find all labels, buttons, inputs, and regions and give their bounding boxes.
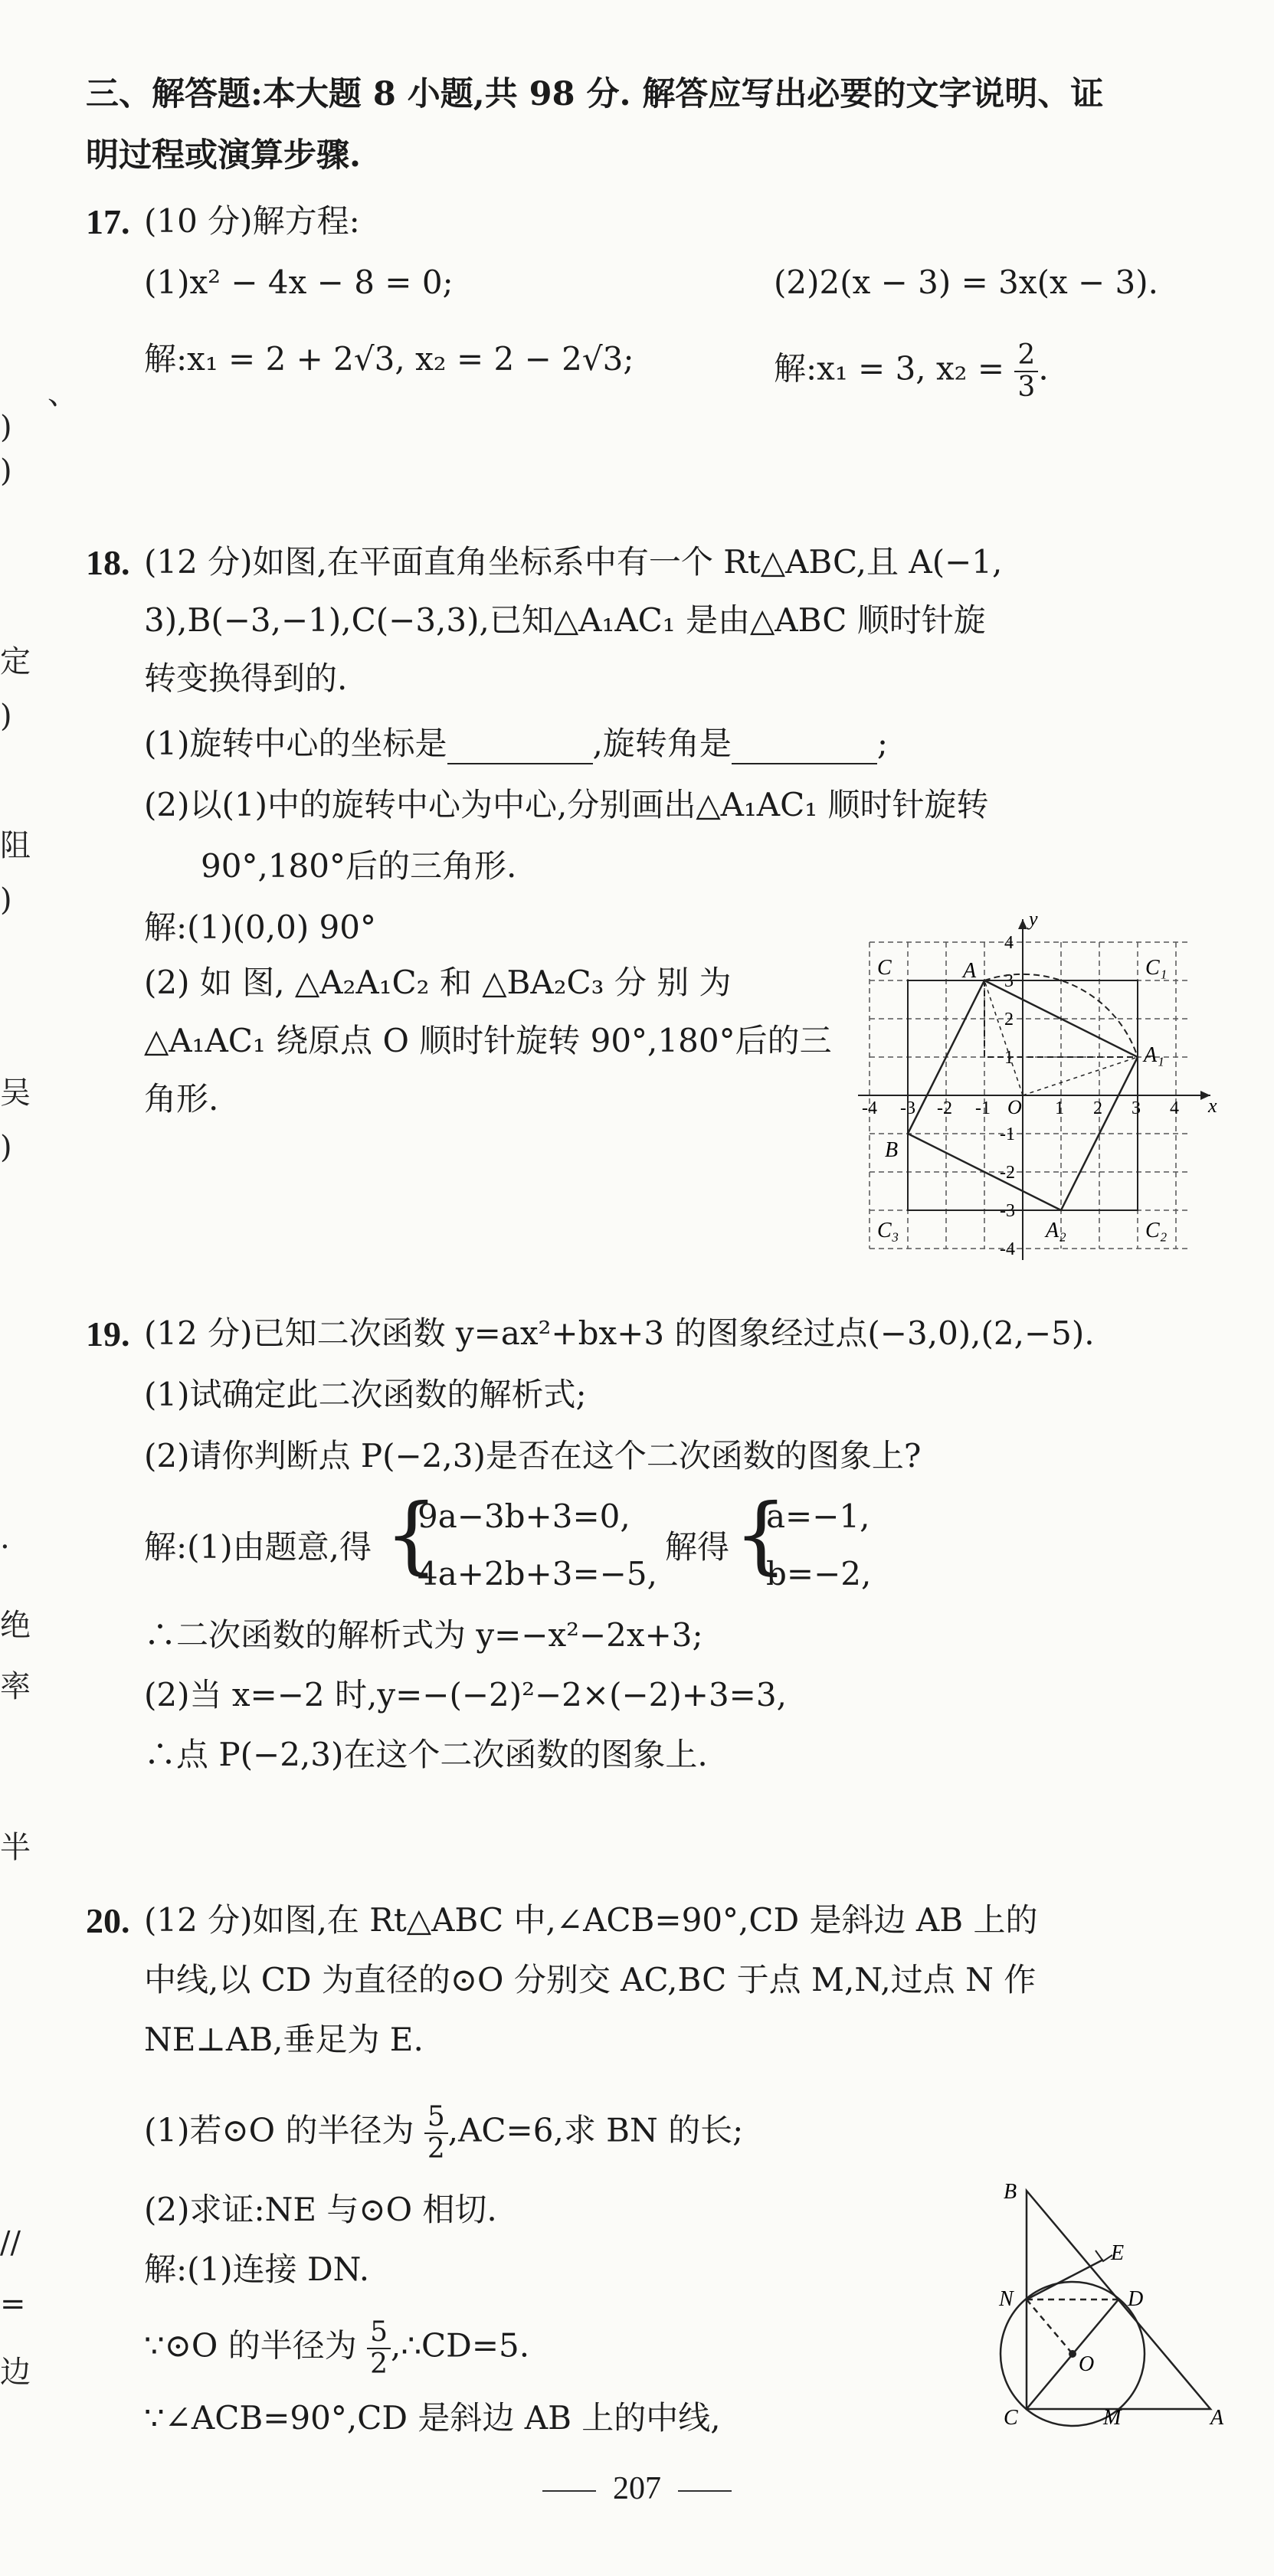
origin-label: O bbox=[1007, 1096, 1022, 1118]
part-2: (2)2(x − 3) = 3x(x − 3). bbox=[774, 263, 1159, 301]
answer-line: ∵∠ACB=90°,CD 是斜边 AB 上的中线, bbox=[144, 2399, 721, 2437]
y-tick: -3 bbox=[1000, 1201, 1015, 1221]
system-1-eq-1: 9a−3b+3=0, bbox=[418, 1497, 630, 1535]
x-tick: 1 bbox=[1055, 1098, 1064, 1118]
question-number: 19. bbox=[86, 1314, 130, 1353]
label-O: O bbox=[1079, 2352, 1095, 2376]
y-tick: -4 bbox=[1000, 1239, 1015, 1259]
system-brace: { bbox=[385, 1485, 438, 1583]
stem-line: (12 分)如图,在平面直角坐标系中有一个 Rt△ABC,且 A(−1, bbox=[144, 543, 1003, 581]
point-label-A: A bbox=[963, 959, 977, 983]
point-label-A1: A₁ bbox=[1144, 1043, 1164, 1067]
label-M: M bbox=[1103, 2406, 1122, 2428]
margin-fragment: ) bbox=[0, 699, 12, 734]
answer-mid: 解得 bbox=[665, 1528, 730, 1566]
point-label-C1: C₁ bbox=[1145, 956, 1168, 980]
right-angle-mark bbox=[1096, 2250, 1112, 2261]
triangle-circle-figure bbox=[988, 2175, 1233, 2428]
answer-line: 解:(1)连接 DN. bbox=[144, 2250, 370, 2288]
x-tick: 2 bbox=[1093, 1098, 1102, 1118]
stem-line: 3),B(−3,−1),C(−3,3),已知△A₁AC₁ 是由△ABC 顺时针旋 bbox=[144, 601, 986, 639]
answer-line: (2)当 x=−2 时,y=−(−2)²−2×(−2)+3=3, bbox=[144, 1676, 787, 1714]
question-number: 20. bbox=[86, 1901, 130, 1940]
y-tick: 2 bbox=[1004, 1010, 1014, 1029]
y-axis-arrow bbox=[1018, 919, 1027, 929]
margin-fragment: 绝 bbox=[0, 1608, 31, 1643]
section-heading-line1: 三、解答题:本大题 8 小题,共 98 分. 解答应写出必要的文字说明、证 bbox=[86, 75, 1104, 113]
fraction: $\frac{2}{3}$ bbox=[1014, 340, 1038, 402]
label-B: B bbox=[1004, 2180, 1017, 2204]
stem-line: 中线,以 CD 为直径的⊙O 分别交 AC,BC 于点 M,N,过点 N 作 bbox=[144, 1961, 1037, 1998]
answer-line: ∴二次函数的解析式为 y=−x²−2x+3; bbox=[144, 1616, 703, 1654]
part-1: (1)试确定此二次函数的解析式; bbox=[144, 1376, 587, 1413]
stem-line: (12 分)如图,在 Rt△ABC 中,∠ACB=90°,CD 是斜边 AB 上的 bbox=[144, 1901, 1038, 1939]
page-footer bbox=[0, 2470, 1274, 2507]
margin-fragment: 定 bbox=[0, 644, 31, 679]
part-2: (2)求证:NE 与⊙O 相切. bbox=[144, 2191, 497, 2228]
margin-fragment: 阻 bbox=[0, 828, 31, 863]
part-1: (1)旋转中心的坐标是 ,旋转角是 ; bbox=[144, 725, 888, 764]
answer-2-line1: (2) 如 图, △A₂A₁C₂ 和 △BA₂C₃ 分 别 为 bbox=[144, 964, 732, 1001]
system-2-eq-2: b=−2, bbox=[766, 1555, 872, 1592]
y-tick: 4 bbox=[1004, 933, 1014, 953]
y-tick: 1 bbox=[1004, 1048, 1014, 1068]
page-number: 207 bbox=[613, 2471, 661, 2506]
x-tick: -2 bbox=[937, 1098, 952, 1118]
answer-1: 解:(1)(0,0) 90° bbox=[144, 908, 377, 946]
system-2-eq-1: a=−1, bbox=[766, 1497, 870, 1535]
margin-fragment: ) bbox=[0, 410, 12, 445]
margin-fragment: ) bbox=[0, 1130, 12, 1165]
x-tick: -3 bbox=[900, 1098, 915, 1118]
x-tick: 3 bbox=[1132, 1098, 1141, 1118]
part-2-line2: 90°,180°后的三角形. bbox=[201, 847, 517, 885]
margin-fragment: 边 bbox=[0, 2355, 31, 2390]
y-axis-label: y bbox=[1029, 912, 1038, 930]
answer-blank bbox=[447, 725, 593, 764]
label-A: A bbox=[1210, 2406, 1224, 2428]
margin-fragment: 率 bbox=[0, 1669, 31, 1704]
answer-2-line3: 角形. bbox=[144, 1080, 219, 1118]
question-stem: (10 分)解方程: bbox=[144, 202, 360, 240]
margin-fragment: ) bbox=[0, 453, 12, 489]
fraction: $\frac{5}{2}$ bbox=[424, 2102, 448, 2164]
margin-fragment: ) bbox=[0, 882, 12, 918]
fraction: $\frac{5}{2}$ bbox=[367, 2317, 391, 2379]
part-2-line1: (2)以(1)中的旋转中心为中心,分别画出△A₁AC₁ 顺时针旋转 bbox=[144, 786, 989, 823]
x-tick: -4 bbox=[862, 1098, 877, 1118]
point-label-C2: C₂ bbox=[1145, 1219, 1168, 1242]
y-tick: -1 bbox=[1000, 1124, 1015, 1144]
answer-2: 解:x₁ = 3, x₂ = $\frac{2}{3}$ . bbox=[774, 339, 1049, 403]
answer-1: 解:x₁ = 2 + 2√3, x₂ = 2 − 2√3; bbox=[144, 340, 634, 378]
margin-fragment: 半 bbox=[0, 1830, 31, 1865]
answer-2-line2: △A₁AC₁ 绕原点 O 顺时针旋转 90°,180°后的三 bbox=[144, 1022, 832, 1059]
margin-fragment: 、 bbox=[47, 376, 78, 411]
line-no bbox=[1027, 2299, 1073, 2354]
part-1: (1)若⊙O 的半径为 $\frac{5}{2}$ ,AC=6,求 BN 的长; bbox=[144, 2101, 744, 2165]
label-N: N bbox=[999, 2287, 1014, 2311]
answer-prefix: 解:(1)由题意,得 bbox=[144, 1528, 372, 1566]
system-1-eq-2: 4a+2b+3=−5, bbox=[418, 1555, 657, 1592]
y-tick: -2 bbox=[1000, 1163, 1015, 1183]
line-ne bbox=[1027, 2260, 1103, 2299]
point-label-B: B bbox=[885, 1138, 899, 1162]
label-E: E bbox=[1111, 2241, 1125, 2265]
rotation-figure bbox=[854, 912, 1222, 1272]
footer-rule bbox=[542, 2490, 596, 2492]
x-axis-label: x bbox=[1208, 1095, 1217, 1117]
point-label-C3: C₃ bbox=[877, 1219, 899, 1242]
figure-labels bbox=[998, 2180, 1224, 2428]
point-label-C: C bbox=[877, 956, 892, 980]
section-heading-line2: 明过程或演算步骤. bbox=[86, 136, 361, 175]
margin-fragment: . bbox=[0, 1520, 10, 1556]
label-C: C bbox=[1004, 2406, 1018, 2428]
answer-line: ∴点 P(−2,3)在这个二次函数的图象上. bbox=[144, 1736, 708, 1773]
y-tick: 3 bbox=[1004, 971, 1014, 991]
label-D: D bbox=[1128, 2287, 1144, 2311]
answer-blank bbox=[732, 725, 877, 764]
footer-rule bbox=[678, 2490, 732, 2492]
question-number: 18. bbox=[86, 543, 130, 582]
question-number: 17. bbox=[86, 202, 130, 241]
margin-fragment: ∕∕ bbox=[0, 2225, 21, 2260]
part-2: (2)请你判断点 P(−2,3)是否在这个二次函数的图象上? bbox=[144, 1437, 922, 1475]
margin-fragment: = bbox=[0, 2286, 26, 2322]
question-stem: (12 分)已知二次函数 y=ax²+bx+3 的图象经过点(−3,0),(2,−5). bbox=[144, 1314, 1095, 1352]
x-tick: 4 bbox=[1170, 1098, 1179, 1118]
system-brace: { bbox=[734, 1485, 788, 1583]
part-1: (1)x² − 4x − 8 = 0; bbox=[144, 263, 454, 301]
margin-fragment: 吴 bbox=[0, 1075, 31, 1111]
stem-line: 转变换得到的. bbox=[144, 660, 348, 697]
point-label-A2: A₂ bbox=[1046, 1219, 1066, 1242]
center-dot bbox=[1069, 2350, 1076, 2358]
x-tick: -1 bbox=[975, 1098, 991, 1118]
answer-line: ∵⊙O 的半径为 $\frac{5}{2}$ ,∴CD=5. bbox=[144, 2316, 530, 2380]
stem-line: NE⊥AB,垂足为 E. bbox=[144, 2021, 424, 2058]
